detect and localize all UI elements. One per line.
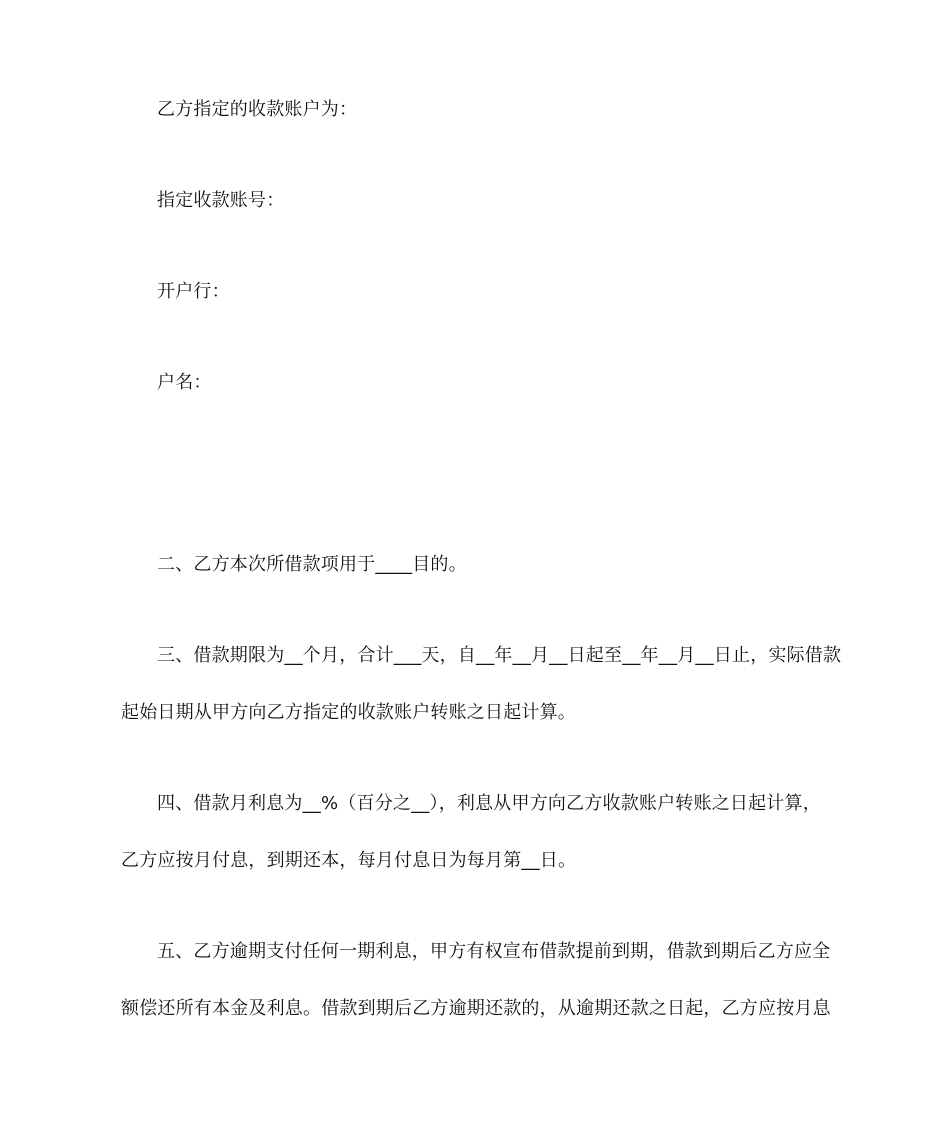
account-number-label: 指定收款账号： bbox=[157, 190, 285, 211]
clause-5-line-1: 五、乙方逾期支付任何一期利息，甲方有权宣布借款提前到期，借款到期后乙方应全 bbox=[157, 941, 831, 962]
account-name-label: 户名： bbox=[157, 372, 212, 393]
clause-2: 二、乙方本次所借款项用于____目的。 bbox=[157, 554, 467, 575]
bank-label: 开户行： bbox=[157, 281, 230, 302]
account-intro: 乙方指定的收款账户为： bbox=[157, 99, 358, 120]
clause-4-line-1: 四、借款月利息为__%（百分之__），利息从甲方向乙方收款账户转账之日起计算， bbox=[157, 793, 821, 814]
clause-5-line-2: 额偿还所有本金及利息。借款到期后乙方逾期还款的，从逾期还款之日起，乙方应按月息 bbox=[121, 998, 831, 1019]
clause-3-line-1: 三、借款期限为__个月，合计___天，自__年__月__日起至__年__月__日止，实际借款 bbox=[157, 645, 842, 666]
clause-4-line-2: 乙方应按月付息，到期还本，每月付息日为每月第__日。 bbox=[121, 850, 577, 871]
clause-3-line-2: 起始日期从甲方向乙方指定的收款账户转账之日起计算。 bbox=[121, 702, 576, 723]
